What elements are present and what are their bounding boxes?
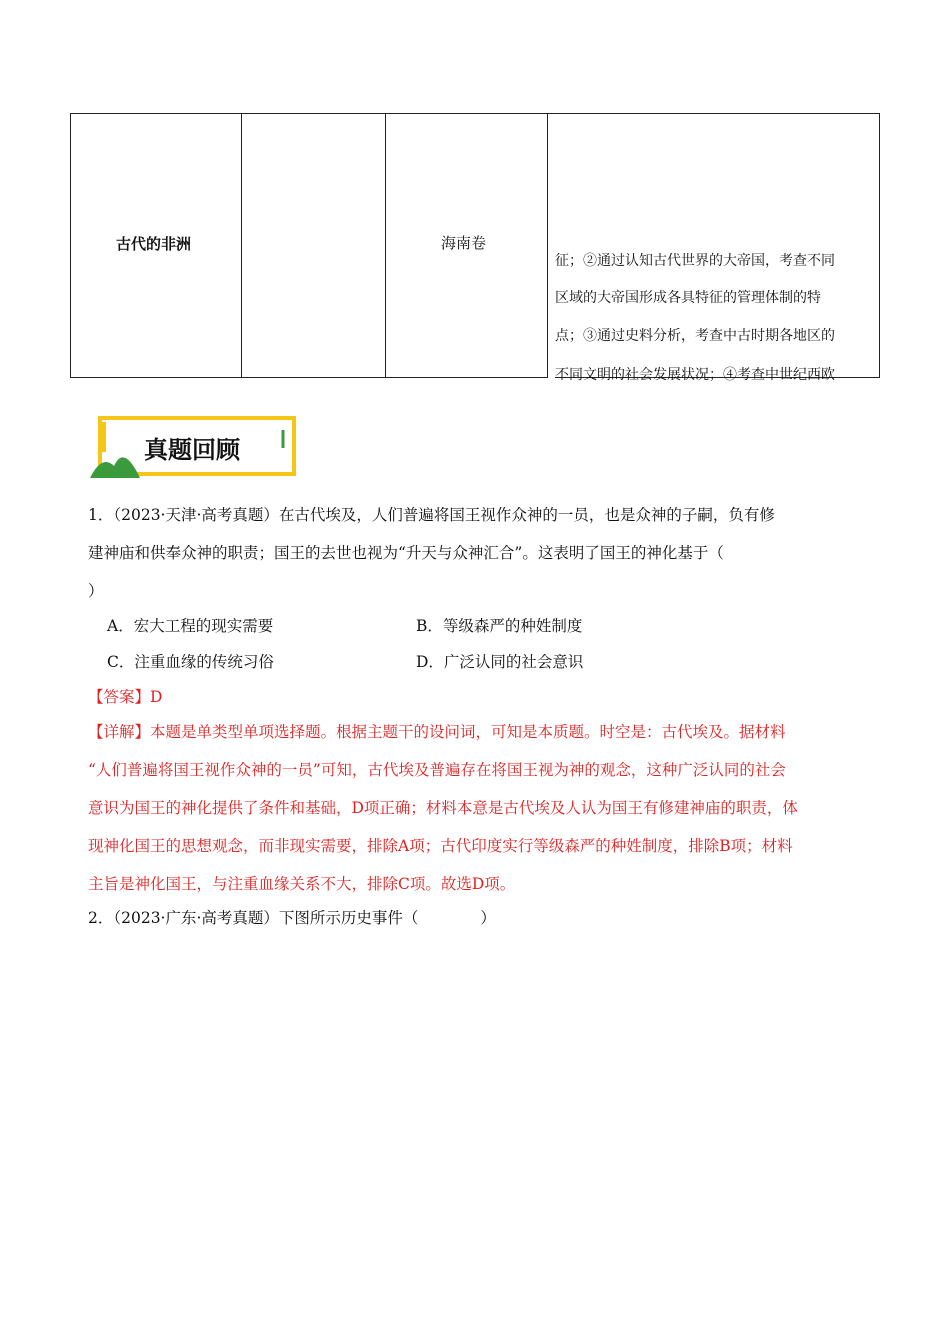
explanation-line: 【详解】本题是单类型单项选择题。根据主题干的设问词，可知是本质题。时空是：古代埃及。据材料 (88, 723, 786, 741)
section-badge (88, 414, 298, 482)
question-1-line: 1．（2023·天津·高考真题）在古代埃及，人们普遍将国王视作众神的一员，也是众神的子嗣，负有修 (88, 506, 775, 524)
question-2: 2．（2023·广东·高考真题）下图所示历史事件（ ） (88, 909, 496, 927)
option-c: C．注重血缘的传统习俗 (107, 653, 274, 671)
summary-table (70, 113, 880, 383)
table-desc-line: 区域的大帝国形成各具特征的管理体制的特 (555, 290, 821, 306)
table-desc-line: 征；②通过认知古代世界的大帝国，考查不同 (555, 253, 835, 269)
table-desc-line: 不同文明的社会发展状况；④考查中世纪西欧 (555, 367, 835, 383)
explanation-line: 现神化国王的思想观念，而非现实需要，排除A项；古代印度实行等级森严的种姓制度，排除B项；材料 (88, 837, 793, 855)
answer: 【答案】D (88, 688, 163, 706)
question-1-line: ） (88, 582, 104, 600)
option-d: D．广泛认同的社会意识 (416, 653, 584, 671)
question-1-line: 建神庙和供奉众神的职责；国王的去世也视为“升天与众神汇合”。这表明了国王的神化基于（ (88, 544, 724, 562)
section-title: 真题回顾 (144, 436, 240, 464)
table-cell-topic: 古代的非洲 (116, 235, 192, 253)
option-b: B．等级森严的种姓制度 (416, 617, 583, 635)
explanation-line: 意识为国王的神化提供了条件和基础，D项正确；材料本意是古代埃及人认为国王有修建神庙的职责，体 (88, 799, 798, 817)
table-cell-exam: 海南卷 (441, 234, 487, 252)
explanation-line: 主旨是神化国王，与注重血缘关系不大，排除C项。故选D项。 (88, 875, 516, 893)
option-a: A．宏大工程的现实需要 (107, 617, 274, 635)
explanation-line: “人们普遍将国王视作众神的一员”可知，古代埃及普遍存在将国王视为神的观念，这种广泛认同的社会 (88, 761, 786, 779)
table-desc-line: 点；③通过史料分析，考查中古时期各地区的 (555, 328, 835, 344)
